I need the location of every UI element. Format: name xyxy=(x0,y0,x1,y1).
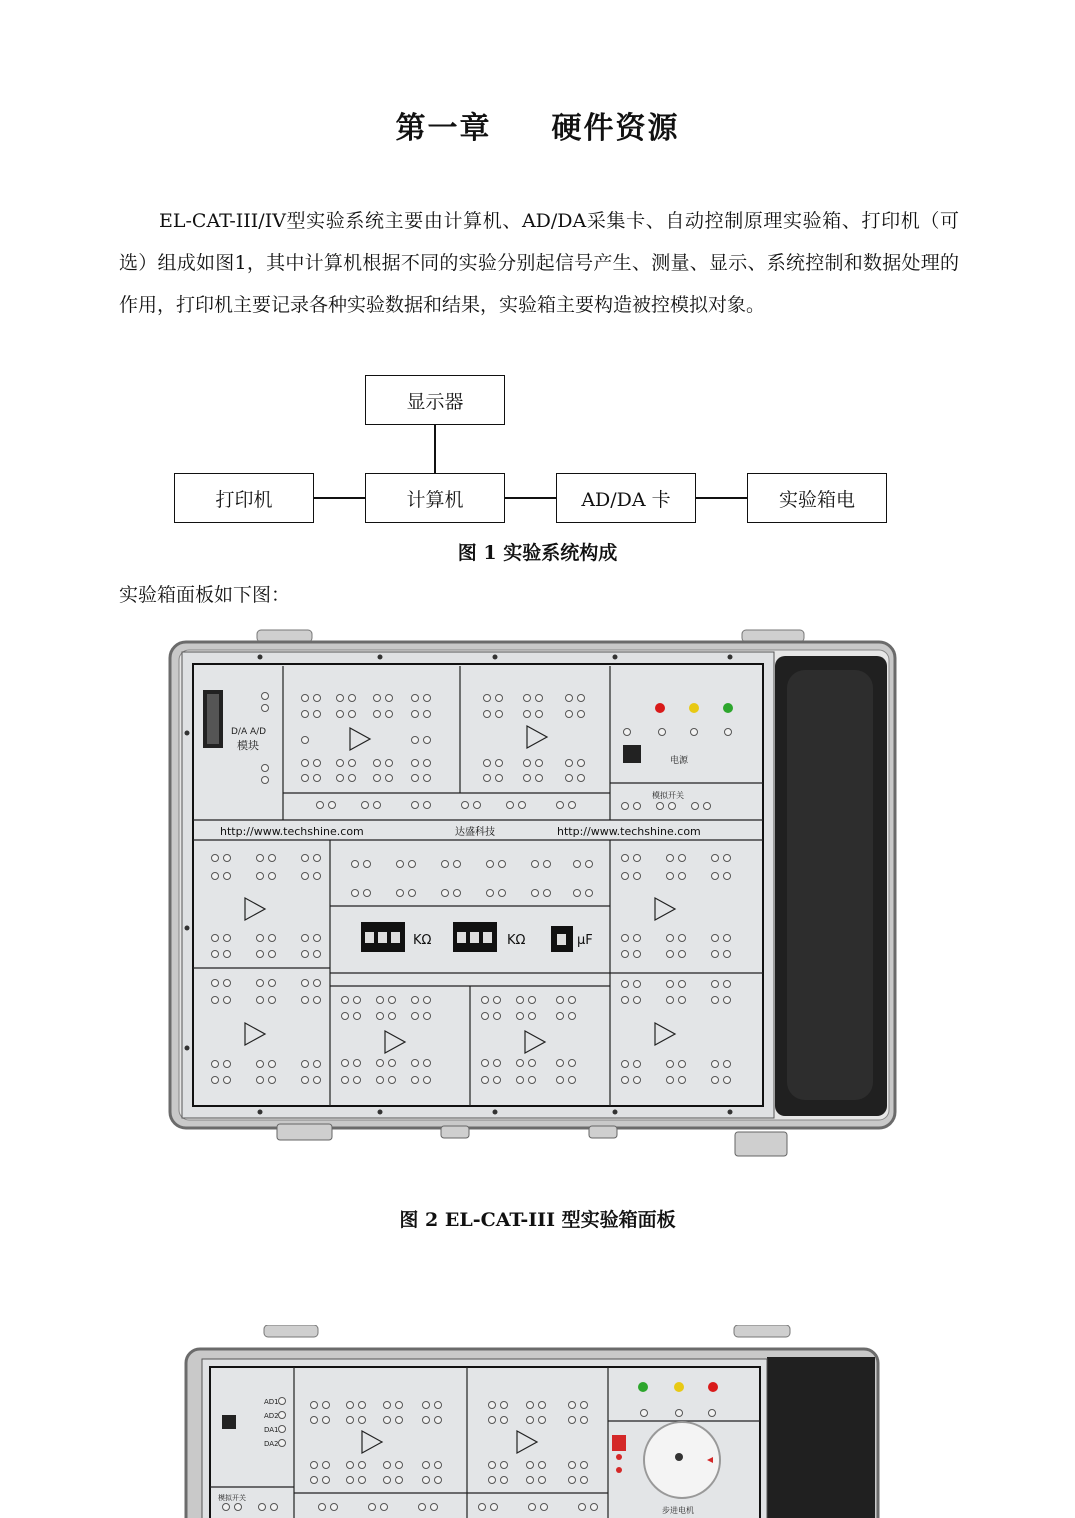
node-printer: 打印机 xyxy=(174,473,314,523)
experiment-box-photo-2 xyxy=(182,1325,882,1518)
node-display: 显示器 xyxy=(365,375,505,425)
connector-computer-adda xyxy=(505,497,556,499)
node-box: 实验箱电 xyxy=(747,473,887,523)
fig2-caption: 图 2 EL-CAT-III 型实验箱面板 xyxy=(399,1209,676,1231)
connector-display-computer xyxy=(434,425,436,473)
intro-paragraph: EL-CAT-III/IV型实验系统主要由计算机、AD/DA采集卡、自动控制原理实验箱、打印机（可选）组成如图1，其中计算机根据不同的实验分别起信号产生、测量、显示、系统控制和数据处理的作用，打印机主要记录各种实验数据和结果，实验箱主要构造被控模拟对象。 xyxy=(119,210,959,316)
label-analog-switch: 模拟开关 xyxy=(652,791,684,800)
label-company: 达盛科技 xyxy=(455,827,495,838)
label-module: 模块 xyxy=(237,739,259,752)
panel-intro: 实验箱面板如下图： xyxy=(119,584,291,606)
connector-printer-computer xyxy=(314,497,365,499)
label-power: 电源 xyxy=(670,756,689,766)
label-ad2: AD2 xyxy=(264,1412,279,1420)
label-da2: DA2 xyxy=(264,1440,279,1448)
node-computer: 计算机 xyxy=(365,473,505,523)
label-url-right: http://www.techshine.com xyxy=(557,825,701,838)
label-kohm-1: KΩ xyxy=(413,933,432,948)
label-da-ad: D/A A/D xyxy=(231,727,267,737)
label-da1: DA1 xyxy=(264,1426,279,1434)
label-stepper-motor: 步进电机 xyxy=(662,1506,694,1515)
label-url-left: http://www.techshine.com xyxy=(220,825,364,838)
experiment-box-photo xyxy=(165,628,900,1163)
connector-adda-box xyxy=(696,497,747,499)
label-uf: μF xyxy=(577,933,593,948)
label-switch-2: 模拟开关 xyxy=(218,1494,246,1502)
node-adda: AD/DA 卡 xyxy=(556,473,696,523)
fig1-caption: 图 1 实验系统构成 xyxy=(457,542,618,564)
label-kohm-2: KΩ xyxy=(507,933,526,948)
chapter-title: 硬件资源 xyxy=(551,111,680,146)
label-ad1: AD1 xyxy=(264,1398,279,1406)
chapter-heading xyxy=(0,103,1075,147)
chapter-number: 第一章 xyxy=(395,111,492,146)
